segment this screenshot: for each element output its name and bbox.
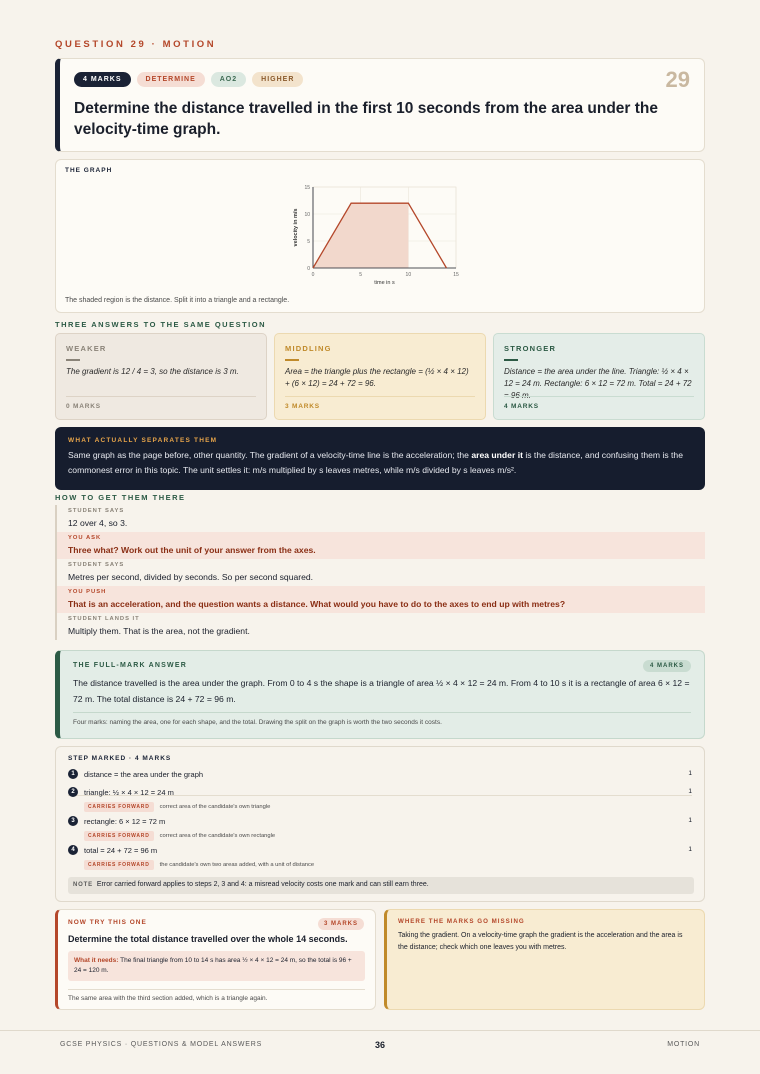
step-number: 2 bbox=[68, 787, 78, 797]
carry-forward-tag: CARRIES FORWARD bbox=[84, 860, 154, 870]
dialog-turn bbox=[57, 505, 705, 532]
separates-heading: WHAT ACTUALLY SEPARATES THEM bbox=[68, 437, 218, 444]
step-number: 4 bbox=[68, 845, 78, 855]
step-number: 1 bbox=[68, 769, 78, 779]
carry-forward-detail: the candidate's own two areas added, with a unit of distance bbox=[159, 862, 315, 868]
spoken-line: Three what? Work out the unit of your answer from the axes. bbox=[68, 545, 316, 555]
spoken-line: Metres per second, divided by seconds. So per second squared. bbox=[68, 572, 314, 582]
step-text: triangle: ½ × 4 × 12 = 24 m bbox=[84, 788, 174, 797]
y-axis-label: velocity in m/s bbox=[293, 208, 299, 247]
page-footer bbox=[0, 1030, 760, 1050]
step-mark: 1 bbox=[688, 788, 692, 795]
missing-heading: WHERE THE MARKS GO MISSING bbox=[398, 918, 525, 925]
step-mark: 1 bbox=[688, 846, 692, 853]
full-mark-note: Four marks: naming the area, one for each shape, and the total. Drawing the split on the graph is worth the two seconds it costs. bbox=[73, 719, 442, 726]
step-number: 3 bbox=[68, 816, 78, 826]
stronger-marks: 4 MARKS bbox=[504, 403, 539, 410]
step-marked-heading: STEP MARKED · 4 MARKS bbox=[68, 755, 172, 762]
marks-chip: 4 MARKS bbox=[74, 72, 131, 87]
try-answer: The same area with the third section added, which is a triangle again. bbox=[68, 995, 268, 1002]
mark-step bbox=[68, 845, 692, 868]
try-heading: NOW TRY THIS ONE bbox=[68, 919, 147, 926]
step-mark: 1 bbox=[688, 770, 692, 777]
graph-card bbox=[55, 159, 705, 313]
needs-label: What it needs: bbox=[74, 957, 119, 964]
ecf-note bbox=[68, 877, 694, 894]
spoken-line: That is an acceleration, and the question wants a distance. What would you have to do to the axes to end up with metres? bbox=[68, 599, 566, 609]
carry-forward-tag: CARRIES FORWARD bbox=[84, 831, 154, 841]
try-question: Determine the total distance travelled over the whole 14 seconds. bbox=[68, 934, 348, 944]
weaker-rule bbox=[66, 396, 256, 397]
try-rule bbox=[68, 989, 365, 990]
middling-text: Area = the triangle plus the rectangle = (½ × 4 × 12) + (6 × 12) = 24 + 72 = 96. bbox=[285, 367, 469, 388]
speaker-label: STUDENT SAYS bbox=[68, 562, 125, 568]
full-mark-heading: THE FULL-MARK ANSWER bbox=[73, 662, 187, 669]
step-text: total = 24 + 72 = 96 m bbox=[84, 846, 158, 855]
dialog-turn bbox=[57, 613, 705, 640]
command-word-chip: DETERMINE bbox=[137, 72, 205, 87]
assessment-objective-chip: AO2 bbox=[211, 72, 246, 87]
dialog-turn bbox=[57, 586, 705, 613]
weaker-answer-card bbox=[55, 333, 267, 420]
answers-section-title: THREE ANSWERS TO THE SAME QUESTION bbox=[55, 320, 267, 329]
middling-divider bbox=[285, 359, 299, 361]
full-mark-text: The distance travelled is the area under the graph. From 0 to 4 s the shape is a triangle of area ½ × 4 × 12 = 24 m. From 4 to 10 s it is a rectangle of area 6 × 12 = 72 m. The total distance is 24 + 72 = 96 m. bbox=[73, 678, 690, 704]
x-axis-label: time in s bbox=[374, 280, 395, 286]
note-text: Error carried forward applies to steps 2, 3 and 4: a misread velocity costs one mark and can still earn three. bbox=[96, 881, 429, 888]
step-marked-card bbox=[55, 746, 705, 902]
speaker-label: STUDENT SAYS bbox=[68, 508, 125, 514]
step-text: distance = the area under the graph bbox=[84, 770, 204, 779]
carry-forward-detail: correct area of the candidate's own rectangle bbox=[159, 833, 276, 839]
step-text: rectangle: 6 × 12 = 72 m bbox=[84, 817, 166, 826]
carry-forward-row bbox=[84, 802, 270, 812]
carry-forward-tag: CARRIES FORWARD bbox=[84, 802, 154, 812]
dialog-list bbox=[55, 505, 705, 640]
carry-forward-detail: correct area of the candidate's own triangle bbox=[159, 804, 271, 810]
weaker-heading: WEAKER bbox=[66, 344, 107, 353]
middling-marks: 3 MARKS bbox=[285, 403, 320, 410]
weaker-text: The gradient is 12 / 4 = 3, so the distance is 3 m. bbox=[66, 367, 239, 376]
x-tick-label: 5 bbox=[359, 272, 363, 278]
question-text: Determine the distance travelled in the first 10 seconds from the area under the velocity-time graph. bbox=[74, 100, 659, 138]
middling-rule bbox=[285, 396, 475, 397]
tier-chip: HIGHER bbox=[252, 72, 303, 87]
separates-text-end: is the distance, and confusing them is the commonest error in this topic. The unit settles it: m/s multiplied by s leaves metres, while m/s divided by s leaves m/s². bbox=[68, 450, 683, 475]
graph-label: THE GRAPH bbox=[65, 167, 113, 174]
graph-caption: The shaded region is the distance. Split it into a triangle and a rectangle. bbox=[65, 297, 290, 304]
separates-callout bbox=[55, 427, 705, 490]
step-mark: 1 bbox=[688, 817, 692, 824]
dialog-section-title: HOW TO GET THEM THERE bbox=[55, 493, 186, 502]
mark-step bbox=[68, 769, 692, 789]
separates-text bbox=[68, 448, 692, 478]
stronger-answer-card bbox=[493, 333, 705, 420]
stronger-heading: STRONGER bbox=[504, 344, 557, 353]
marks-missing-card bbox=[384, 909, 705, 1010]
dialog-turn bbox=[57, 559, 705, 586]
stronger-rule bbox=[504, 396, 694, 397]
x-tick-label: 0 bbox=[311, 272, 315, 278]
stronger-divider bbox=[504, 359, 518, 361]
missing-text: Taking the gradient. On a velocity-time graph the gradient is the acceleration and the area is the distance; check which one leaves you with metres. bbox=[398, 932, 683, 951]
speaker-label: STUDENT LANDS IT bbox=[68, 616, 140, 622]
full-mark-badge: 4 MARKS bbox=[643, 660, 691, 672]
spoken-line: 12 over 4, so 3. bbox=[68, 518, 128, 528]
dialog-turn bbox=[57, 532, 705, 559]
mark-step bbox=[68, 816, 692, 839]
x-tick-label: 10 bbox=[405, 272, 412, 278]
speaker-label: YOU PUSH bbox=[68, 589, 107, 595]
note-label: NOTE bbox=[73, 882, 93, 888]
x-tick-label: 15 bbox=[453, 272, 459, 278]
spoken-line: Multiply them. That is the area, not the gradient. bbox=[68, 626, 250, 636]
full-mark-answer-card bbox=[55, 650, 705, 739]
question-chips bbox=[74, 72, 303, 87]
try-this-card bbox=[55, 909, 376, 1010]
footer-chapter: MOTION bbox=[667, 1041, 700, 1048]
middling-heading: MIDDLING bbox=[285, 344, 332, 353]
middling-answer-card bbox=[274, 333, 486, 420]
speaker-label: YOU ASK bbox=[68, 535, 102, 541]
full-mark-rule bbox=[73, 712, 691, 713]
weaker-divider bbox=[66, 359, 80, 361]
separates-emphasis: area under it bbox=[471, 450, 523, 460]
page-number: 36 bbox=[374, 1040, 385, 1050]
y-tick-label: 15 bbox=[304, 185, 310, 191]
y-tick-label: 10 bbox=[304, 212, 310, 218]
try-badge: 3 MARKS bbox=[318, 918, 364, 930]
weaker-marks: 0 MARKS bbox=[66, 403, 101, 410]
stronger-text: Distance = the area under the line. Triangle: ½ × 4 × 12 = 24 m. Rectangle: 6 × 12 = 72 m. Total = 24 + 72 bbox=[504, 367, 692, 388]
carry-forward-row bbox=[84, 860, 314, 870]
question-eyebrow: QUESTION 29 · MOTION bbox=[55, 39, 217, 50]
velocity-time-chart bbox=[56, 160, 706, 314]
what-it-needs-box bbox=[68, 951, 365, 981]
y-tick-label: 0 bbox=[307, 266, 310, 272]
question-card bbox=[55, 58, 705, 152]
separates-text-start: Same graph as the page before, other quantity. The gradient of a velocity-time line is the acceleration; the bbox=[68, 450, 472, 460]
footer-book-title: GCSE PHYSICS · QUESTIONS & MODEL ANSWERS bbox=[60, 1041, 263, 1048]
carry-forward-row bbox=[84, 831, 275, 841]
mark-step bbox=[68, 787, 692, 810]
needs-text: The final triangle from 10 to 14 s has area ½ × 4 × 12 = 24 m, so the total is 96 + 24 = 120 m. bbox=[74, 957, 352, 974]
y-tick-label: 5 bbox=[307, 239, 310, 245]
question-number: 29 bbox=[665, 67, 690, 92]
